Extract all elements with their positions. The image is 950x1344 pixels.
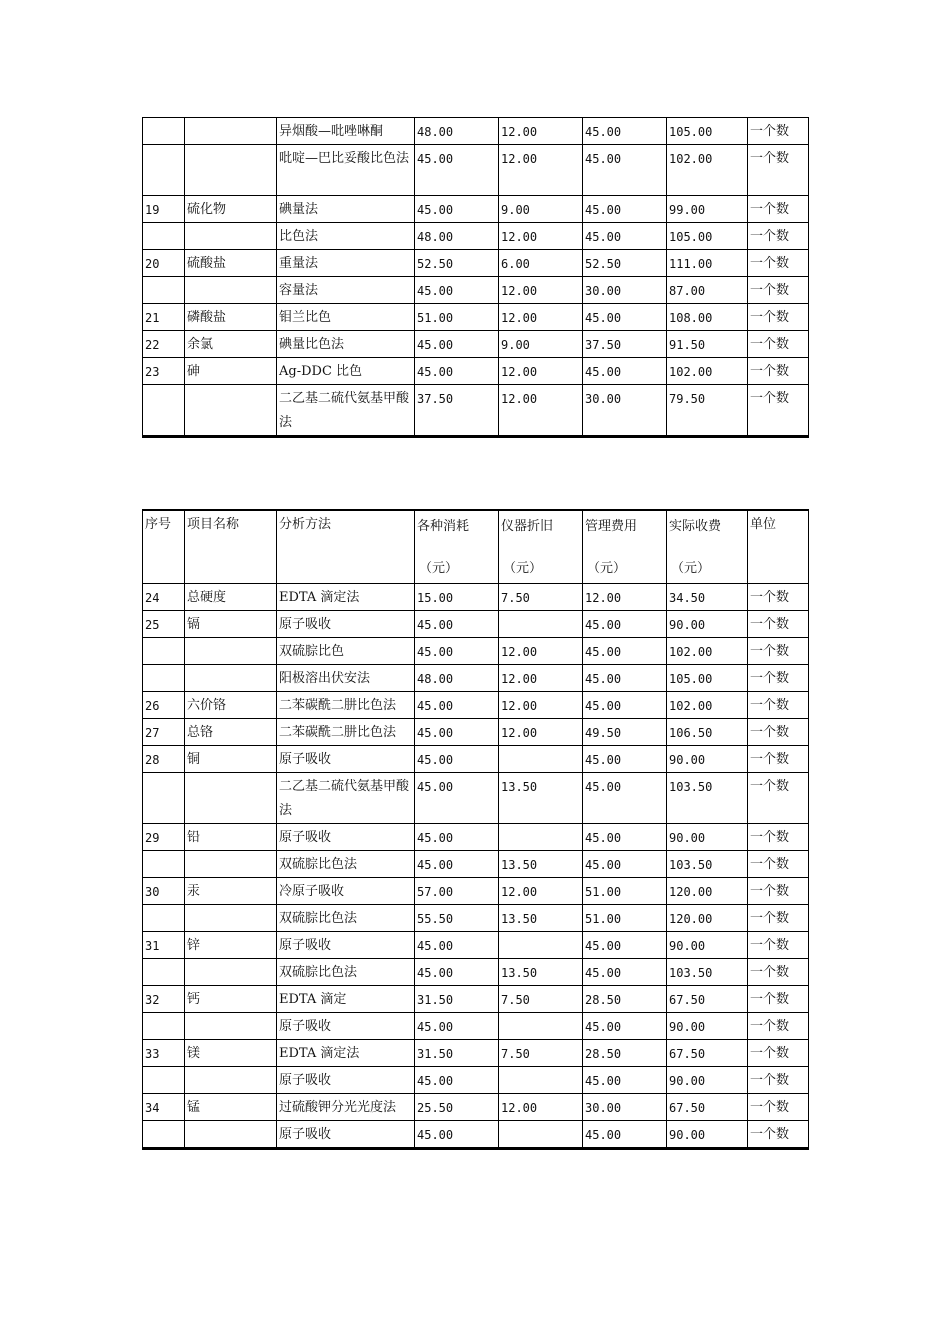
- cell-management: 45.00: [583, 773, 667, 824]
- cell-consumption: 45.00: [415, 692, 499, 719]
- cell-unit: 一个数: [748, 145, 809, 196]
- cell-management: 45.00: [583, 223, 667, 250]
- cell-unit: 一个数: [748, 250, 809, 277]
- cell-actual-fee: 90.00: [667, 1121, 748, 1149]
- cell-analysis-method: 碘量法: [277, 196, 415, 223]
- cell-consumption: 45.00: [415, 145, 499, 196]
- cell-analysis-method: 二乙基二硫代氨基甲酸法: [277, 773, 415, 824]
- header-analysis-method: 分析方法: [277, 510, 415, 584]
- cell-item-name: 余氯: [185, 331, 277, 358]
- cell-analysis-method: 冷原子吸收: [277, 878, 415, 905]
- table-row: [143, 665, 809, 692]
- cell-unit: 一个数: [748, 932, 809, 959]
- header-management-currency: （元）: [587, 561, 627, 576]
- cell-actual-fee: 91.50: [667, 331, 748, 358]
- cell-depreciation: [499, 824, 583, 851]
- cell-unit: 一个数: [748, 773, 809, 824]
- cell-item-name: [185, 905, 277, 932]
- cell-actual-fee: 105.00: [667, 223, 748, 250]
- cell-depreciation: [499, 1067, 583, 1094]
- cell-item-name: [185, 385, 277, 437]
- header-management-label: 管理费用: [585, 519, 638, 534]
- cell-management: 51.00: [583, 905, 667, 932]
- cell-unit: 一个数: [748, 118, 809, 145]
- header-actual-fee: [667, 510, 748, 584]
- cell-management: 45.00: [583, 611, 667, 638]
- cell-seq: 22: [143, 331, 185, 358]
- cell-seq: 28: [143, 746, 185, 773]
- cell-management: 28.50: [583, 986, 667, 1013]
- cell-actual-fee: 120.00: [667, 905, 748, 932]
- cell-consumption: 48.00: [415, 223, 499, 250]
- cell-management: 45.00: [583, 959, 667, 986]
- cell-item-name: 铅: [185, 824, 277, 851]
- cell-unit: 一个数: [748, 665, 809, 692]
- cell-actual-fee: 103.50: [667, 851, 748, 878]
- cell-seq: [143, 905, 185, 932]
- cell-management: 45.00: [583, 1121, 667, 1149]
- table-row: [143, 1094, 809, 1121]
- header-item-name: 项目名称: [185, 510, 277, 584]
- header-depreciation: [499, 510, 583, 584]
- fee-table-body: [143, 584, 809, 1149]
- cell-item-name: [185, 223, 277, 250]
- cell-depreciation: 12.00: [499, 223, 583, 250]
- cell-analysis-method: 钼兰比色: [277, 304, 415, 331]
- header-management: [583, 510, 667, 584]
- cell-analysis-method: 容量法: [277, 277, 415, 304]
- table-row: [143, 824, 809, 851]
- cell-analysis-method: 原子吸收: [277, 1067, 415, 1094]
- cell-consumption: 45.00: [415, 358, 499, 385]
- cell-unit: 一个数: [748, 878, 809, 905]
- cell-seq: 21: [143, 304, 185, 331]
- cell-unit: 一个数: [748, 905, 809, 932]
- cell-depreciation: 7.50: [499, 584, 583, 611]
- cell-actual-fee: 90.00: [667, 1067, 748, 1094]
- cell-unit: 一个数: [748, 277, 809, 304]
- cell-item-name: [185, 638, 277, 665]
- cell-seq: 20: [143, 250, 185, 277]
- cell-seq: 19: [143, 196, 185, 223]
- cell-seq: [143, 851, 185, 878]
- cell-actual-fee: 102.00: [667, 145, 748, 196]
- cell-management: 45.00: [583, 304, 667, 331]
- table-row: [143, 145, 809, 196]
- table-row: [143, 196, 809, 223]
- cell-item-name: [185, 145, 277, 196]
- cell-depreciation: 12.00: [499, 385, 583, 437]
- cell-item-name: 总硬度: [185, 584, 277, 611]
- header-actual-fee-label: 实际收费: [669, 519, 722, 534]
- cell-consumption: 48.00: [415, 665, 499, 692]
- cell-seq: [143, 1067, 185, 1094]
- cell-management: 49.50: [583, 719, 667, 746]
- cell-management: 37.50: [583, 331, 667, 358]
- cell-actual-fee: 108.00: [667, 304, 748, 331]
- cell-unit: 一个数: [748, 692, 809, 719]
- cell-consumption: 52.50: [415, 250, 499, 277]
- cell-depreciation: [499, 611, 583, 638]
- cell-depreciation: 12.00: [499, 118, 583, 145]
- table-row: [143, 851, 809, 878]
- cell-actual-fee: 90.00: [667, 932, 748, 959]
- cell-depreciation: 9.00: [499, 196, 583, 223]
- header-unit: 单位: [748, 510, 809, 584]
- cell-depreciation: 12.00: [499, 1094, 583, 1121]
- cell-item-name: 锰: [185, 1094, 277, 1121]
- cell-unit: 一个数: [748, 584, 809, 611]
- cell-actual-fee: 102.00: [667, 358, 748, 385]
- cell-item-name: [185, 1013, 277, 1040]
- cell-unit: 一个数: [748, 1040, 809, 1067]
- header-depreciation-label: 仪器折旧: [501, 519, 554, 534]
- cell-unit: 一个数: [748, 638, 809, 665]
- cell-management: 52.50: [583, 250, 667, 277]
- cell-consumption: 31.50: [415, 1040, 499, 1067]
- cell-seq: [143, 385, 185, 437]
- cell-actual-fee: 102.00: [667, 692, 748, 719]
- cell-actual-fee: 90.00: [667, 1013, 748, 1040]
- table-row: [143, 118, 809, 145]
- cell-actual-fee: 79.50: [667, 385, 748, 437]
- cell-seq: [143, 638, 185, 665]
- cell-item-name: 锌: [185, 932, 277, 959]
- cell-item-name: 硫化物: [185, 196, 277, 223]
- header-consumption-label: 各种消耗: [417, 519, 470, 534]
- cell-depreciation: 13.50: [499, 959, 583, 986]
- cell-analysis-method: 比色法: [277, 223, 415, 250]
- cell-depreciation: 12.00: [499, 277, 583, 304]
- cell-management: 45.00: [583, 824, 667, 851]
- cell-analysis-method: 重量法: [277, 250, 415, 277]
- cell-seq: 24: [143, 584, 185, 611]
- cell-analysis-method: 吡啶—巴比妥酸比色法: [277, 145, 415, 196]
- fee-table-continued-body: [143, 118, 809, 437]
- cell-consumption: 45.00: [415, 932, 499, 959]
- cell-depreciation: 12.00: [499, 304, 583, 331]
- table-row: [143, 878, 809, 905]
- table-row: [143, 1013, 809, 1040]
- cell-depreciation: 7.50: [499, 986, 583, 1013]
- cell-actual-fee: 67.50: [667, 1094, 748, 1121]
- cell-item-name: 铜: [185, 746, 277, 773]
- cell-seq: [143, 145, 185, 196]
- cell-actual-fee: 34.50: [667, 584, 748, 611]
- cell-management: 28.50: [583, 1040, 667, 1067]
- cell-unit: 一个数: [748, 1013, 809, 1040]
- cell-consumption: 45.00: [415, 1067, 499, 1094]
- cell-depreciation: 7.50: [499, 1040, 583, 1067]
- cell-analysis-method: EDTA 滴定法: [277, 1040, 415, 1067]
- cell-management: 45.00: [583, 196, 667, 223]
- cell-actual-fee: 90.00: [667, 746, 748, 773]
- cell-management: 12.00: [583, 584, 667, 611]
- cell-depreciation: 12.00: [499, 665, 583, 692]
- cell-analysis-method: 二乙基二硫代氨基甲酸法: [277, 385, 415, 437]
- fee-table: [142, 509, 809, 1150]
- cell-management: 45.00: [583, 1013, 667, 1040]
- cell-seq: [143, 118, 185, 145]
- cell-analysis-method: 原子吸收: [277, 932, 415, 959]
- cell-item-name: [185, 1121, 277, 1149]
- cell-item-name: 镁: [185, 1040, 277, 1067]
- cell-actual-fee: 111.00: [667, 250, 748, 277]
- cell-seq: [143, 959, 185, 986]
- cell-consumption: 45.00: [415, 851, 499, 878]
- cell-actual-fee: 67.50: [667, 986, 748, 1013]
- cell-management: 45.00: [583, 1067, 667, 1094]
- cell-consumption: 25.50: [415, 1094, 499, 1121]
- cell-seq: [143, 223, 185, 250]
- cell-actual-fee: 103.50: [667, 773, 748, 824]
- cell-consumption: 15.00: [415, 584, 499, 611]
- cell-management: 45.00: [583, 665, 667, 692]
- cell-analysis-method: 原子吸收: [277, 824, 415, 851]
- table-row: [143, 1121, 809, 1149]
- cell-actual-fee: 67.50: [667, 1040, 748, 1067]
- cell-consumption: 48.00: [415, 118, 499, 145]
- table-row: [143, 719, 809, 746]
- cell-depreciation: [499, 1121, 583, 1149]
- cell-management: 30.00: [583, 277, 667, 304]
- cell-item-name: 总铬: [185, 719, 277, 746]
- cell-analysis-method: 原子吸收: [277, 746, 415, 773]
- table-row: [143, 385, 809, 437]
- cell-seq: 25: [143, 611, 185, 638]
- cell-depreciation: 12.00: [499, 692, 583, 719]
- cell-actual-fee: 90.00: [667, 611, 748, 638]
- cell-consumption: 57.00: [415, 878, 499, 905]
- cell-actual-fee: 120.00: [667, 878, 748, 905]
- cell-analysis-method: 双硫腙比色法: [277, 905, 415, 932]
- cell-analysis-method: 二苯碳酰二肼比色法: [277, 692, 415, 719]
- cell-consumption: 45.00: [415, 277, 499, 304]
- cell-depreciation: 12.00: [499, 719, 583, 746]
- cell-item-name: [185, 277, 277, 304]
- table-row: [143, 959, 809, 986]
- cell-management: 45.00: [583, 932, 667, 959]
- cell-analysis-method: 原子吸收: [277, 1013, 415, 1040]
- cell-seq: [143, 665, 185, 692]
- cell-item-name: 磷酸盐: [185, 304, 277, 331]
- table-row: [143, 358, 809, 385]
- cell-analysis-method: 双硫腙比色: [277, 638, 415, 665]
- cell-seq: 23: [143, 358, 185, 385]
- cell-actual-fee: 106.50: [667, 719, 748, 746]
- cell-unit: 一个数: [748, 223, 809, 250]
- table-row: [143, 932, 809, 959]
- cell-depreciation: 6.00: [499, 250, 583, 277]
- cell-actual-fee: 90.00: [667, 824, 748, 851]
- table-row: [143, 277, 809, 304]
- cell-consumption: 45.00: [415, 824, 499, 851]
- cell-unit: 一个数: [748, 851, 809, 878]
- cell-item-name: [185, 118, 277, 145]
- cell-unit: 一个数: [748, 1067, 809, 1094]
- cell-management: 51.00: [583, 878, 667, 905]
- cell-consumption: 45.00: [415, 331, 499, 358]
- cell-consumption: 45.00: [415, 1121, 499, 1149]
- table-row: [143, 1040, 809, 1067]
- cell-depreciation: 12.00: [499, 145, 583, 196]
- cell-unit: 一个数: [748, 824, 809, 851]
- table-row: [143, 638, 809, 665]
- header-seq: 序号: [143, 510, 185, 584]
- cell-item-name: [185, 665, 277, 692]
- cell-analysis-method: EDTA 滴定法: [277, 584, 415, 611]
- cell-unit: 一个数: [748, 304, 809, 331]
- cell-unit: 一个数: [748, 1094, 809, 1121]
- cell-management: 45.00: [583, 638, 667, 665]
- cell-seq: 34: [143, 1094, 185, 1121]
- cell-management: 45.00: [583, 358, 667, 385]
- cell-management: 30.00: [583, 385, 667, 437]
- table-row: [143, 905, 809, 932]
- cell-depreciation: 13.50: [499, 905, 583, 932]
- cell-unit: 一个数: [748, 385, 809, 437]
- cell-unit: 一个数: [748, 959, 809, 986]
- header-consumption: [415, 510, 499, 584]
- table-row: [143, 584, 809, 611]
- table-row: [143, 331, 809, 358]
- cell-management: 45.00: [583, 746, 667, 773]
- cell-depreciation: 12.00: [499, 878, 583, 905]
- table-header-row: [143, 510, 809, 584]
- cell-item-name: [185, 773, 277, 824]
- cell-consumption: 45.00: [415, 959, 499, 986]
- cell-analysis-method: Ag-DDC 比色: [277, 358, 415, 385]
- cell-unit: 一个数: [748, 196, 809, 223]
- cell-item-name: [185, 1067, 277, 1094]
- cell-item-name: 砷: [185, 358, 277, 385]
- cell-consumption: 55.50: [415, 905, 499, 932]
- table-row: [143, 611, 809, 638]
- cell-unit: 一个数: [748, 611, 809, 638]
- cell-consumption: 51.00: [415, 304, 499, 331]
- table-row: [143, 746, 809, 773]
- cell-actual-fee: 103.50: [667, 959, 748, 986]
- cell-consumption: 37.50: [415, 385, 499, 437]
- header-consumption-currency: （元）: [419, 561, 459, 576]
- cell-analysis-method: 原子吸收: [277, 611, 415, 638]
- cell-actual-fee: 105.00: [667, 665, 748, 692]
- cell-item-name: 六价铬: [185, 692, 277, 719]
- cell-item-name: [185, 959, 277, 986]
- cell-seq: 29: [143, 824, 185, 851]
- cell-unit: 一个数: [748, 331, 809, 358]
- cell-unit: 一个数: [748, 358, 809, 385]
- cell-consumption: 45.00: [415, 746, 499, 773]
- cell-consumption: 45.00: [415, 196, 499, 223]
- cell-management: 45.00: [583, 145, 667, 196]
- cell-depreciation: [499, 932, 583, 959]
- cell-consumption: 45.00: [415, 638, 499, 665]
- cell-depreciation: 13.50: [499, 851, 583, 878]
- cell-seq: 27: [143, 719, 185, 746]
- cell-consumption: 31.50: [415, 986, 499, 1013]
- cell-item-name: 钙: [185, 986, 277, 1013]
- cell-actual-fee: 102.00: [667, 638, 748, 665]
- cell-consumption: 45.00: [415, 719, 499, 746]
- cell-item-name: 镉: [185, 611, 277, 638]
- header-actual-fee-currency: （元）: [671, 561, 711, 576]
- cell-consumption: 45.00: [415, 1013, 499, 1040]
- cell-unit: 一个数: [748, 1121, 809, 1149]
- cell-management: 45.00: [583, 118, 667, 145]
- cell-seq: 26: [143, 692, 185, 719]
- cell-actual-fee: 105.00: [667, 118, 748, 145]
- cell-seq: 33: [143, 1040, 185, 1067]
- cell-item-name: 汞: [185, 878, 277, 905]
- cell-seq: 32: [143, 986, 185, 1013]
- cell-analysis-method: 阳极溶出伏安法: [277, 665, 415, 692]
- cell-seq: [143, 277, 185, 304]
- table-row: [143, 1067, 809, 1094]
- table-row: [143, 773, 809, 824]
- cell-unit: 一个数: [748, 719, 809, 746]
- cell-item-name: [185, 851, 277, 878]
- table-row: [143, 986, 809, 1013]
- cell-depreciation: [499, 1013, 583, 1040]
- cell-management: 30.00: [583, 1094, 667, 1121]
- cell-depreciation: 9.00: [499, 331, 583, 358]
- cell-analysis-method: 原子吸收: [277, 1121, 415, 1149]
- cell-analysis-method: 碘量比色法: [277, 331, 415, 358]
- cell-analysis-method: 异烟酸—吡唑啉酮: [277, 118, 415, 145]
- fee-table-continued: [142, 117, 809, 438]
- cell-depreciation: [499, 746, 583, 773]
- cell-consumption: 45.00: [415, 611, 499, 638]
- header-depreciation-currency: （元）: [503, 561, 543, 576]
- cell-management: 45.00: [583, 692, 667, 719]
- cell-seq: 30: [143, 878, 185, 905]
- cell-unit: 一个数: [748, 746, 809, 773]
- cell-seq: [143, 1013, 185, 1040]
- table-row: [143, 304, 809, 331]
- table-row: [143, 223, 809, 250]
- cell-depreciation: 13.50: [499, 773, 583, 824]
- cell-actual-fee: 99.00: [667, 196, 748, 223]
- cell-seq: 31: [143, 932, 185, 959]
- cell-analysis-method: 二苯碳酰二肼比色法: [277, 719, 415, 746]
- cell-analysis-method: 双硫腙比色法: [277, 851, 415, 878]
- cell-analysis-method: 过硫酸钾分光光度法: [277, 1094, 415, 1121]
- cell-depreciation: 12.00: [499, 638, 583, 665]
- cell-unit: 一个数: [748, 986, 809, 1013]
- table-row: [143, 250, 809, 277]
- cell-depreciation: 12.00: [499, 358, 583, 385]
- cell-analysis-method: EDTA 滴定: [277, 986, 415, 1013]
- cell-analysis-method: 双硫腙比色法: [277, 959, 415, 986]
- cell-item-name: 硫酸盐: [185, 250, 277, 277]
- cell-seq: [143, 1121, 185, 1149]
- cell-consumption: 45.00: [415, 773, 499, 824]
- cell-actual-fee: 87.00: [667, 277, 748, 304]
- cell-management: 45.00: [583, 851, 667, 878]
- table-row: [143, 692, 809, 719]
- cell-seq: [143, 773, 185, 824]
